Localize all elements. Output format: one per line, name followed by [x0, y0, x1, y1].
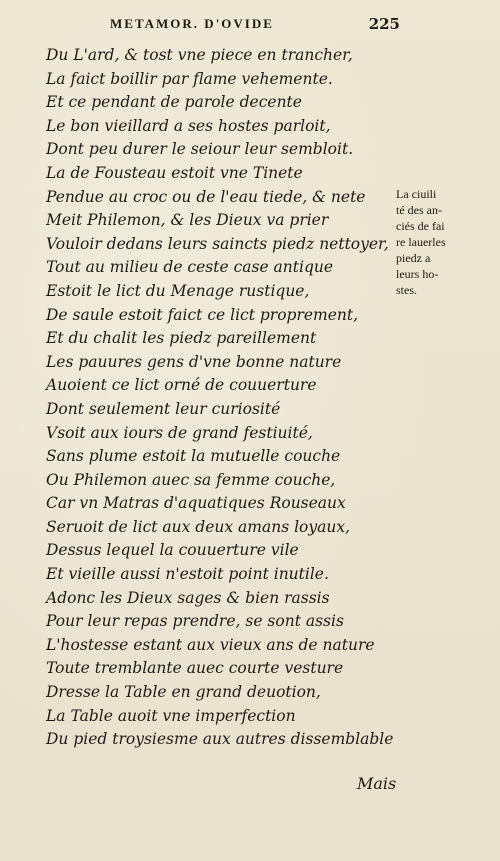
margin-note-line: La ciuili	[396, 187, 437, 201]
verse-line: Car vn Matras d'aquatiques Rouseaux	[46, 494, 346, 513]
verse-line: Ou Philemon auec sa femme couche,	[46, 470, 336, 489]
verse-line: Tout au milieu de ceste case antique	[46, 258, 334, 277]
margin-note-line: ciés de fai	[396, 219, 445, 233]
margin-note	[396, 186, 466, 298]
verse-line: Pour leur repas prendre, se sont assis	[46, 612, 344, 631]
verse-line: Dont seulement leur curiosité	[46, 399, 281, 418]
verse-line: Meit Philemon, & les Dieux va prier	[46, 211, 329, 230]
running-head: METAMOR. D'OVIDE	[110, 16, 274, 31]
verse-line: Estoit le lict du Menage rustique,	[46, 281, 310, 300]
verse-line: Vsoit aux iours de grand festiuité,	[46, 423, 313, 442]
catchword: Mais	[357, 774, 397, 793]
verse-block	[46, 44, 394, 752]
verse-line: Du pied troysiesme aux autres dissemblable	[46, 730, 394, 749]
verse-line: La de Fousteau estoit vne Tinete	[46, 163, 303, 182]
verse-line: Vouloir dedans leurs saincts piedz nettoyer,	[46, 234, 389, 253]
verse-line: Dresse la Table en grand deuotion,	[46, 683, 321, 702]
verse-line: Du L'ard, & tost vne piece en trancher,	[46, 46, 353, 64]
verse-line: Le bon vieillard a ses hostes parloit,	[46, 116, 331, 135]
verse-line: Dessus lequel la couuerture vile	[46, 541, 299, 560]
margin-note-line: leurs ho-	[396, 267, 439, 281]
verse-line: Les pauures gens d'vne bonne nature	[46, 352, 342, 371]
margin-note-line: stes.	[396, 283, 417, 297]
verse-line: Seruoit de lict aux deux amans loyaux,	[46, 517, 351, 536]
verse-line: L'hostesse estant aux vieux ans de nature	[46, 635, 375, 654]
verse-line: Auoient ce lict orné de couuerture	[46, 376, 317, 395]
verse-line: Et vieille aussi n'estoit point inutile.	[46, 565, 329, 584]
verse-line: Dont peu durer le seiour leur sembloit.	[46, 140, 354, 159]
verse-line: Pendue au croc ou de l'eau tiede, & nete	[46, 187, 366, 206]
verse-line: De saule estoit faict ce lict proprement,	[46, 305, 359, 324]
verse-line: La faict boillir par flame vehemente.	[46, 69, 333, 88]
page-number: 225	[368, 15, 400, 33]
verse-line: Et du chalit les piedz pareillement	[46, 329, 317, 348]
verse-line: La Table auoit vne imperfection	[46, 706, 296, 725]
margin-note-line: piedz a	[396, 251, 431, 265]
margin-note-line: re lauerles	[396, 235, 446, 249]
verse-line: Sans plume estoit la mutuelle couche	[46, 447, 341, 466]
margin-note-line: té des an-	[396, 203, 442, 217]
verse-line: Adonc les Dieux sages & bien rassis	[46, 588, 330, 607]
verse-line: Toute tremblante auec courte vesture	[46, 659, 344, 678]
verse-line: Et ce pendant de parole decente	[46, 93, 302, 112]
